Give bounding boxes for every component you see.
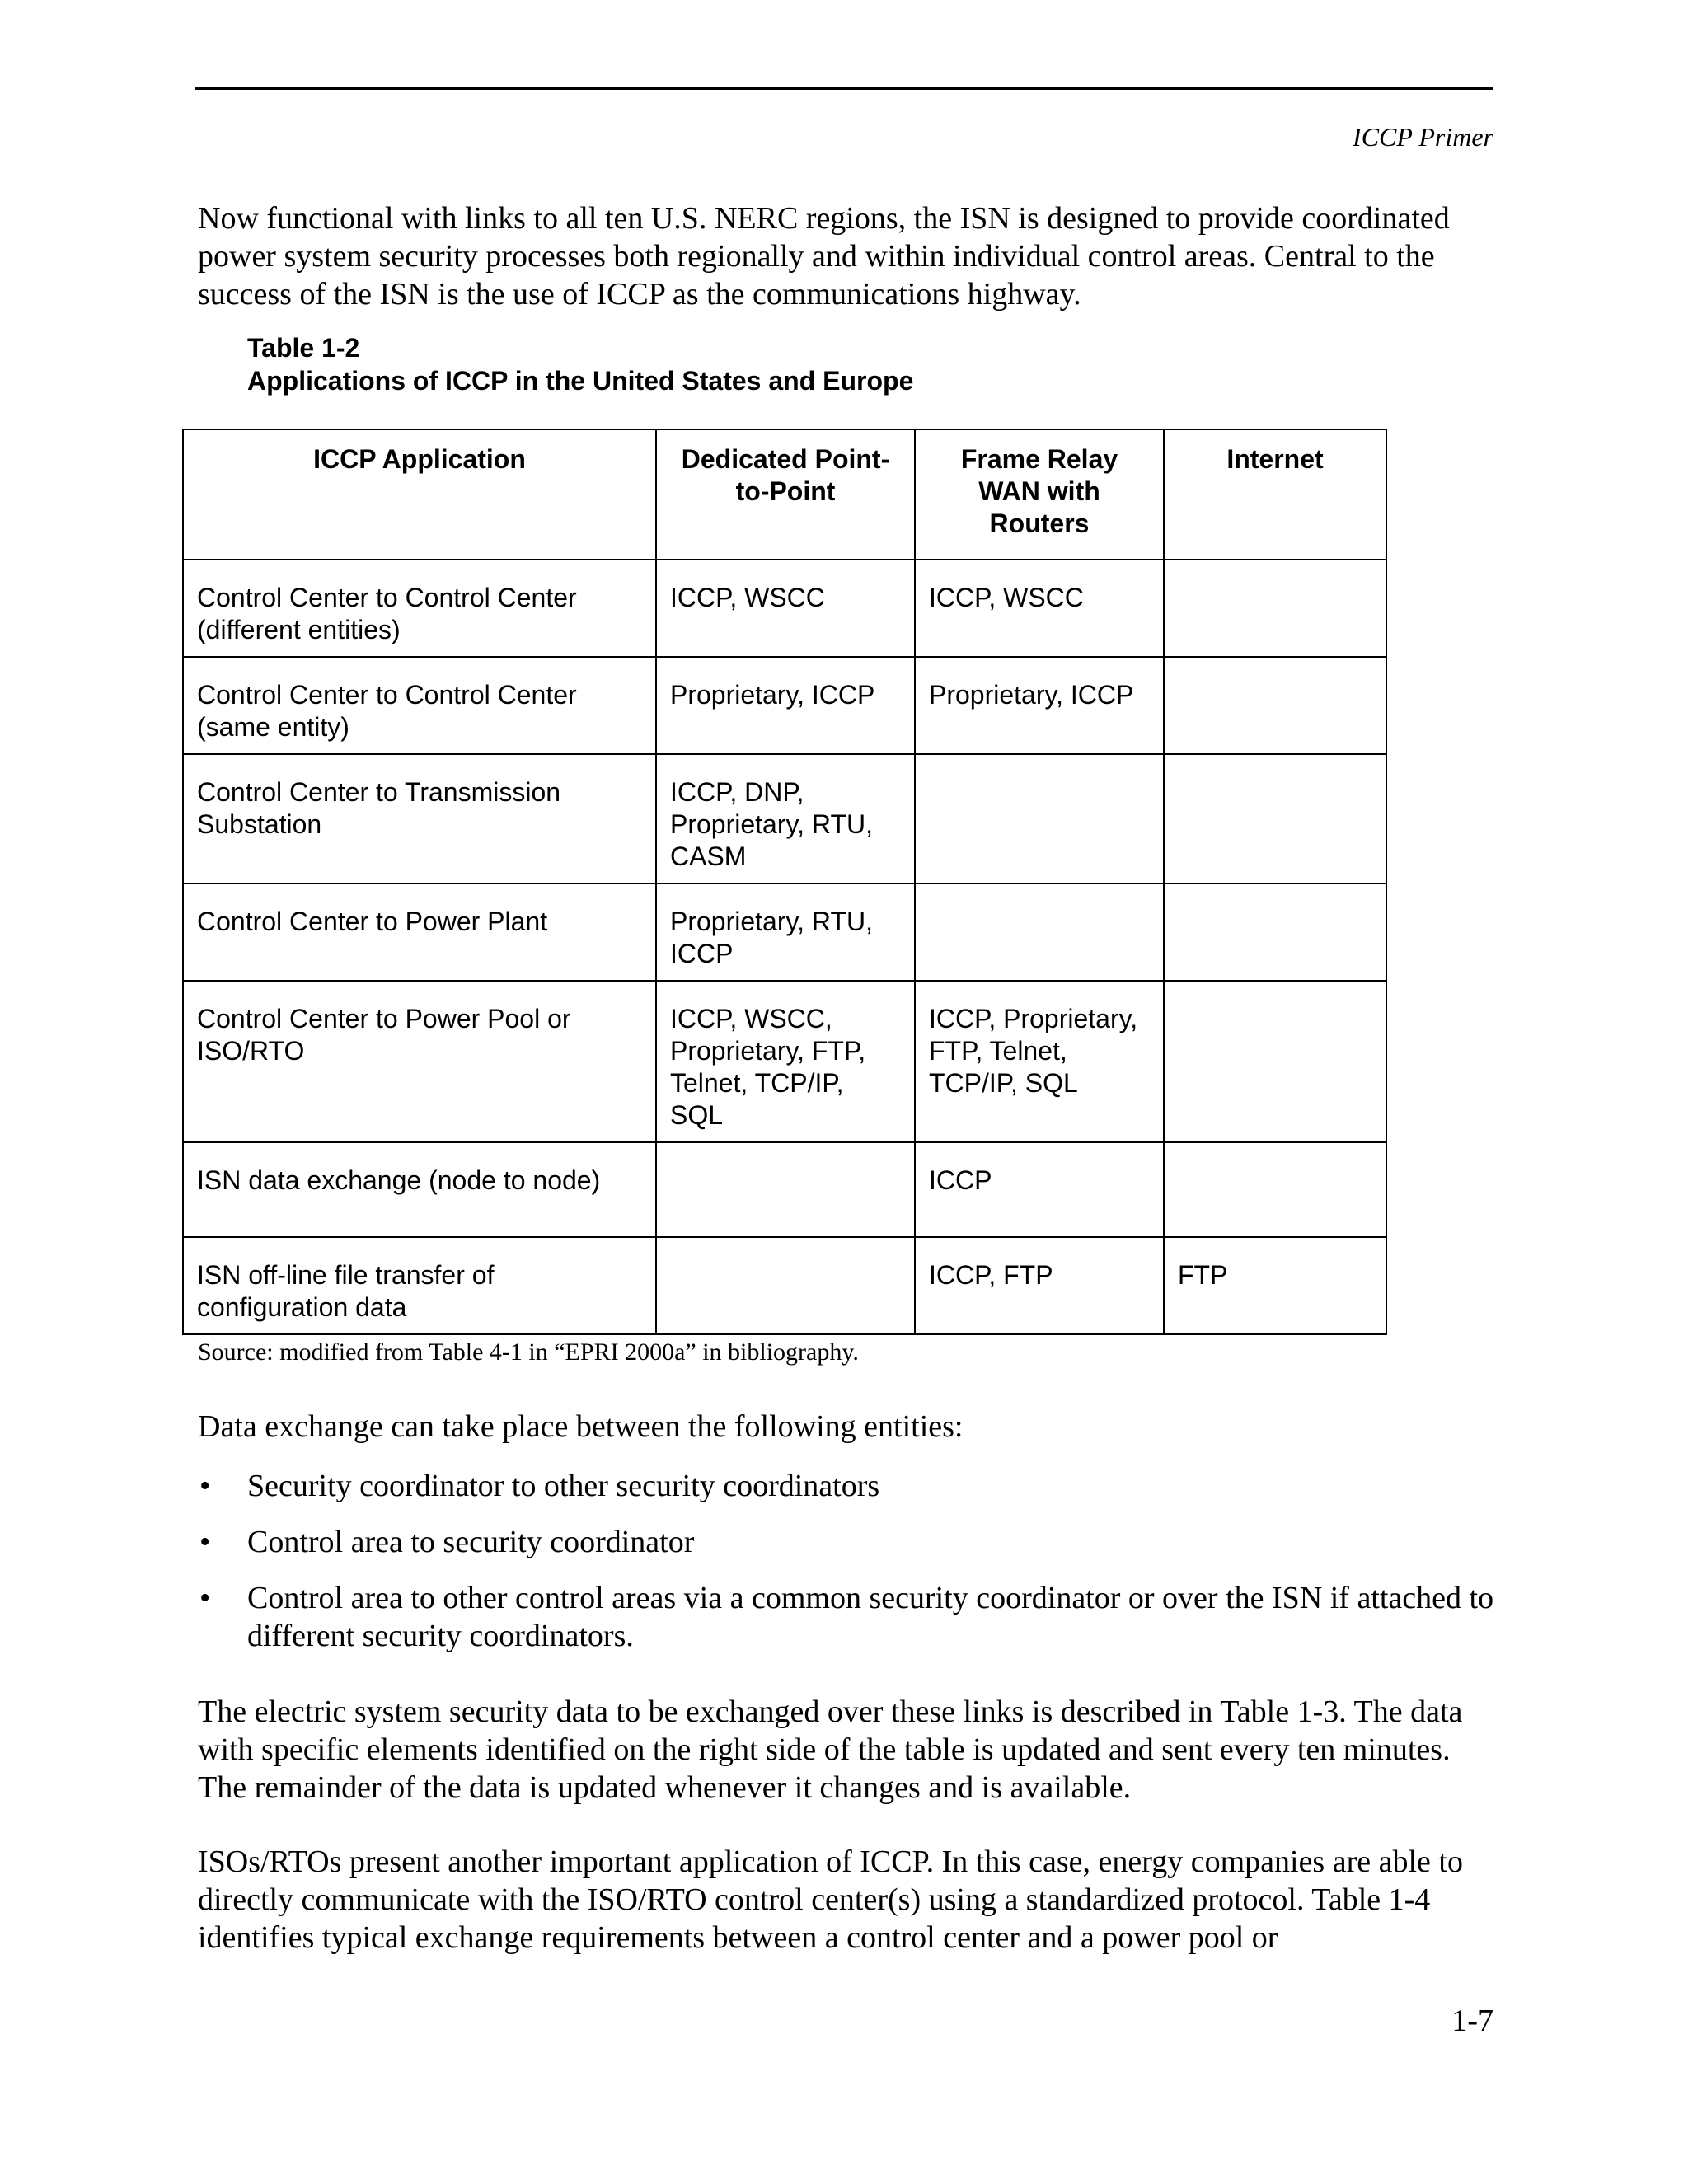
list-item-text: Control area to other control areas via a common security coordinator or over the ISN if attached to different security coordinators. <box>247 1581 1494 1653</box>
table-cell <box>1164 560 1386 657</box>
table-cell <box>915 754 1164 883</box>
table-cell <box>656 1142 915 1237</box>
applications-table <box>182 429 1387 1335</box>
table-cell: ICCP, WSCC, Proprietary, FTP, Telnet, TCP/IP, SQL <box>656 981 915 1142</box>
table-cell <box>656 1237 915 1334</box>
table-row <box>183 1142 1386 1237</box>
table-cell <box>1164 657 1386 754</box>
data-exchange-paragraph: Data exchange can take place between the following entities: <box>198 1409 964 1444</box>
table-cell <box>1164 981 1386 1142</box>
column-header-frame-relay: Frame Relay WAN with Routers <box>915 429 1164 560</box>
bullet-icon: • <box>199 1469 211 1503</box>
table-cell <box>1164 754 1386 883</box>
table-row <box>183 981 1386 1142</box>
bullet-icon: • <box>199 1525 211 1559</box>
table-cell: ICCP, FTP <box>915 1237 1164 1334</box>
table-row <box>183 560 1386 657</box>
table-cell: Control Center to Transmission Substation <box>183 754 656 883</box>
entity-bullet-list <box>198 1467 1500 1673</box>
table-header-row <box>183 429 1386 560</box>
table-title: Applications of ICCP in the United States and Europe <box>247 366 914 396</box>
table-caption <box>247 331 913 397</box>
table-row <box>183 883 1386 981</box>
table-source-note: Source: modified from Table 4-1 in “EPRI 2000a” in bibliography. <box>198 1338 859 1366</box>
table-cell <box>1164 1142 1386 1237</box>
table-cell: ISN data exchange (node to node) <box>183 1142 656 1237</box>
column-header-point-to-point: Dedicated Point-to-Point <box>656 429 915 560</box>
table-row <box>183 1237 1386 1334</box>
list-item-text: Control area to security coordinator <box>247 1525 695 1559</box>
list-item-text: Security coordinator to other security coordinators <box>247 1469 880 1503</box>
running-header: ICCP Primer <box>1353 122 1493 152</box>
column-header-application: ICCP Application <box>183 429 656 560</box>
table-number: Table 1-2 <box>247 333 360 363</box>
intro-paragraph: Now functional with links to all ten U.S. NERC regions, the ISN is designed to provide coordinated power system security processes both regionally and within individual control areas. Central to the success of the ISN is the use of ICCP as the communications highway. <box>198 201 1450 312</box>
table-cell: ICCP, WSCC <box>656 560 915 657</box>
table-cell <box>1164 883 1386 981</box>
table-cell: FTP <box>1164 1237 1386 1334</box>
column-header-internet: Internet <box>1164 429 1386 560</box>
table-cell: Proprietary, ICCP <box>656 657 915 754</box>
table-cell: ICCP, DNP, Proprietary, RTU, CASM <box>656 754 915 883</box>
list-item <box>198 1579 1500 1655</box>
security-data-paragraph: The electric system security data to be exchanged over these links is described in Table 1-3. The data with specific elements identified on the right side of the table is updated and sent every ten minutes. The remainder of the data is updated whenever it changes and is available. <box>198 1694 1463 1805</box>
table-row <box>183 657 1386 754</box>
page-number: 1-7 <box>1451 2004 1493 2038</box>
table-cell: Proprietary, RTU, ICCP <box>656 883 915 981</box>
list-item <box>198 1523 1500 1561</box>
bullet-icon: • <box>199 1581 211 1615</box>
table-cell: Control Center to Control Center (different entities) <box>183 560 656 657</box>
table-row <box>183 754 1386 883</box>
table-cell: ICCP, WSCC <box>915 560 1164 657</box>
header-rule <box>195 87 1493 90</box>
table-cell: Proprietary, ICCP <box>915 657 1164 754</box>
table-cell: Control Center to Control Center (same entity) <box>183 657 656 754</box>
table-cell: ICCP <box>915 1142 1164 1237</box>
iso-rto-paragraph: ISOs/RTOs present another important application of ICCP. In this case, energy companies are able to directly communicate with the ISO/RTO control center(s) using a standardized protocol. Table 1-4 identifies typical exchange requirements between a control center and a power pool or <box>198 1844 1463 1955</box>
list-item <box>198 1467 1500 1505</box>
table-cell: Control Center to Power Plant <box>183 883 656 981</box>
table-cell: ISN off-line file transfer of configuration data <box>183 1237 656 1334</box>
table-cell: ICCP, Proprietary, FTP, Telnet, TCP/IP, SQL <box>915 981 1164 1142</box>
table-cell: Control Center to Power Pool or ISO/RTO <box>183 981 656 1142</box>
table-cell <box>915 883 1164 981</box>
